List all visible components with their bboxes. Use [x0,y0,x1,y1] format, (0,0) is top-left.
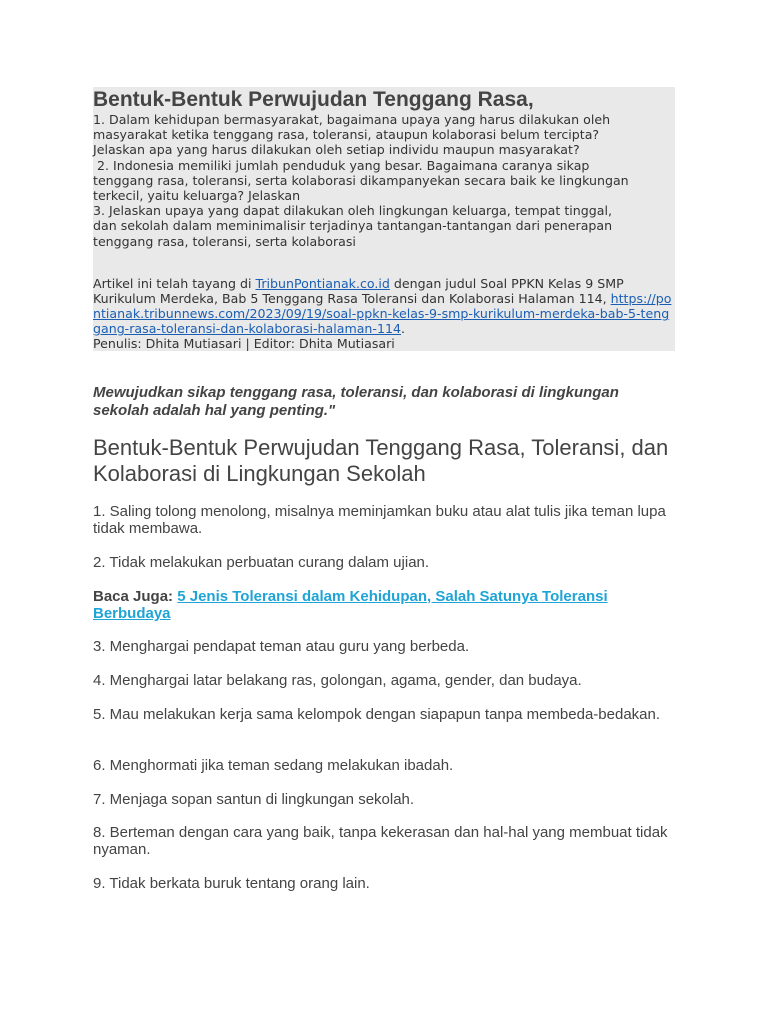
quote-text: Mewujudkan sikap tenggang rasa, toleransi, dan kolaborasi di lingkungan sekolah adalah hal yang penting." [93,384,619,419]
article-end: . [401,321,406,336]
author-line: Penulis: Dhita Mutiasari | Editor: Dhita Mutiasari [93,336,395,351]
article-middle: dengan judul Soal PPKN Kelas 9 SMP Kurikulum Merdeka, Bab 5 Tenggang Rasa Toleransi dan Kolaborasi Halaman 114, [93,276,624,306]
list-item: 1. Saling tolong menolong, misalnya meminjamkan buku atau alat tulis jika teman lupa tidak membawa. [93,503,666,538]
baca-juga-link[interactable]: 5 Jenis Toleransi dalam Kehidupan, Salah Satunya Toleransi Berbudaya [93,588,608,623]
article-site-link[interactable]: TribunPontianak.co.id [255,276,390,291]
questions-text: 1. Dalam kehidupan bermasyarakat, bagaimana upaya yang harus dilakukan oleh masyarakat ketika tenggang rasa, toleransi, ataupun kolaborasi belum tercipta? Jelaskan apa yang harus dilakukan oleh setiap individu maupun masyarakat? 2. Indonesia memiliki jumlah penduduk yang besar. Bagaimana caranya sikap tenggang rasa, toleransi, serta kolaborasi dikampanyekan secara baik ke lingkungan terkecil, yaitu keluarga? Jelaskan 3. Jelaskan upaya yang dapat dilakukan oleh lingkungan keluarga, tempat tinggal, dan sekolah dalam meminimalisir terjadinya tantangan-tantangan dari penerapan tenggang rasa, toleransi, serta kolaborasi [93,112,629,249]
list-item: 6. Menghormati jika teman sedang melakukan ibadah. [93,757,454,774]
baca-juga-label: Baca Juga: [93,588,174,605]
list-item: 2. Tidak melakukan perbuatan curang dalam ujian. [93,554,430,571]
article-excerpt-box [93,87,675,351]
baca-juga [93,588,668,622]
list-item: 7. Menjaga sopan santun di lingkungan sekolah. [93,791,415,808]
list-item: 8. Berteman dengan cara yang baik, tanpa kekerasan dan hal-hal yang membuat tidak nyaman. [93,824,668,859]
excerpt-title: Bentuk-Bentuk Perwujudan Tenggang Rasa, [93,88,534,111]
article-source [93,276,675,351]
list-item: 3. Menghargai pendapat teman atau guru yang berbeda. [93,638,470,655]
list-item: 9. Tidak berkata buruk tentang orang lain. [93,875,370,892]
article-prefix: Artikel ini telah tayang di [93,276,256,291]
section-title: Bentuk-Bentuk Perwujudan Tenggang Rasa, Toleransi, dan Kolaborasi di Lingkungan Sekolah [93,435,669,486]
list-item: 5. Mau melakukan kerja sama kelompok dengan siapapun tanpa membeda-bedakan. [93,706,661,723]
article-url-link[interactable]: https://pontianak.tribunnews.com/2023/09/19/soal-ppkn-kelas-9-smp-kurikulum-merdeka-bab-5-tenggang-rasa-toleransi-dan-kolaborasi-halaman-114 [93,291,672,336]
list-item: 4. Menghargai latar belakang ras, golongan, agama, gender, dan budaya. [93,672,582,689]
